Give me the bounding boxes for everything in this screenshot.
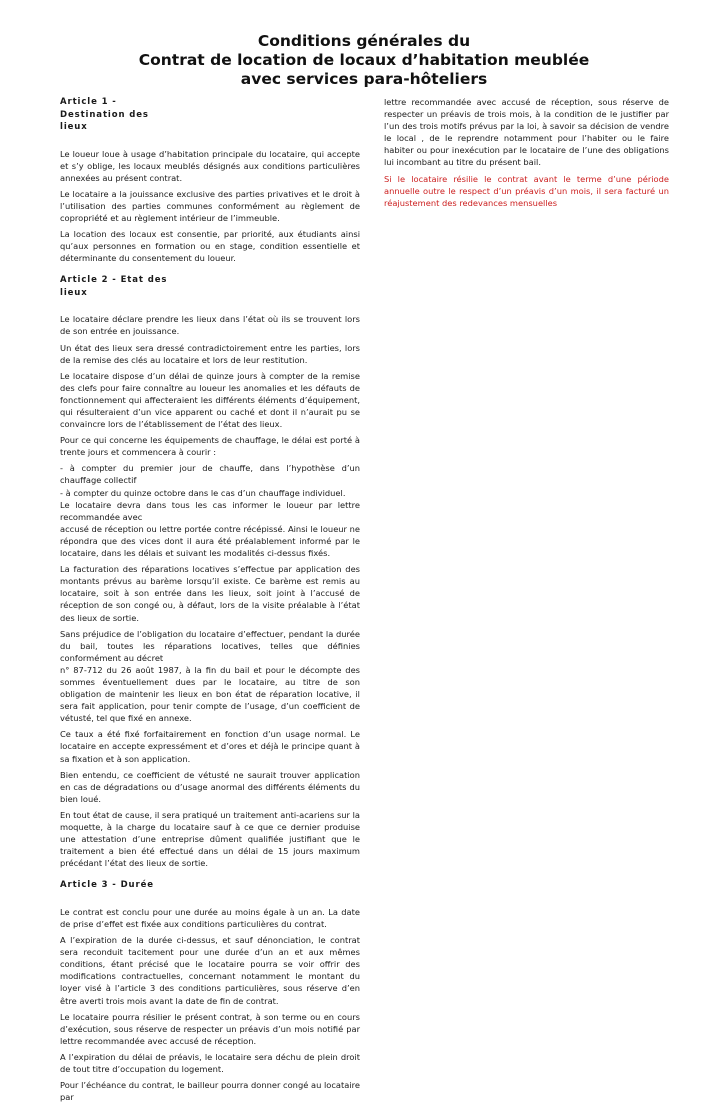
document-title [0, 32, 728, 89]
article-2-heading: Article 2 - Etat des lieux [60, 275, 168, 298]
paragraph: Ce taux a été fixé forfaitairement en fonction d’un usage normal. Le locataire en accepte expressément et d’ores et déjà le principe quant à sa fixation et à son application. [60, 729, 360, 764]
paragraph: Bien entendu, ce coefficient de vétusté ne saurait trouver application en cas de dégradations ou d’usage anormal des différents éléments du bien loué. [60, 769, 360, 804]
paragraph: Pour ce qui concerne les équipements de chauffage, le délai est porté à trente jours et commencera à courir : [60, 435, 360, 458]
paragraph: La location des locaux est consentie, par priorité, aux étudiants ainsi qu’aux personnes en formation ou en stage, condition essentielle et déterminante du consentement du loueur. [60, 229, 360, 264]
right-column-body [384, 96, 669, 169]
paragraph: Le locataire pourra résilier le présent contrat, à son terme ou en cours d’exécution, sous réserve de respecter un préavis d’un mois notifié par lettre recommandée avec accusé de réception. [60, 1011, 360, 1046]
left-column [60, 96, 360, 1107]
paragraph: Le locataire déclare prendre les lieux dans l’état où ils se trouvent lors de son entrée en jouissance. [60, 314, 360, 337]
article-1-heading: Article 1 - Destination des lieux [60, 97, 149, 132]
paragraph: Le locataire a la jouissance exclusive des parties privatives et le droit à l’utilisation des parties communes conformément au règlement de copropriété et au règlement intérieur de l’immeuble. [60, 188, 360, 223]
title-line-3: avec services para-hôteliers [240, 70, 488, 88]
red-paragraph: Si le locataire résilie le contrat avant le terme d’une période annuelle outre le respect d’un préavis d’un mois, il sera facturé un réajustement des redevances mensuelles [384, 173, 669, 208]
paragraph: Le contrat est conclu pour une durée au moins égale à un an. La date de prise d’effet est fixée aux conditions particulières du contrat. [60, 906, 360, 929]
paragraph: Sans préjudice de l’obligation du locataire d’effectuer, pendant la durée du bail, toutes les réparations locatives, telles que définies conformément au décret n° 87-712 du 26 août 1987, à la fin du bail et pour le décompte des sommes éventuellement dues par le locataire, au titre de son obligation de maintenir les lieux en bon état de réparation locative, il sera fait application, pour tenir compte de l’usage, d’un coefficient de vétusté, tel que fixé en annexe. [60, 628, 360, 724]
paragraph: - à compter du premier jour de chauffe, dans l’hypothèse d’un chauffage collectif - à compter du quinze octobre dans le cas d’un chauffage individuel. Le locataire devra dans tous les cas informer le loueur par lettre recommandée avec accusé de réception ou lettre portée contre récépissé. Ainsi le loueur ne répondra que des vices dont il aura été préalablement informé par le locataire, dans les délais et suivant les modalités ci-dessus fixés. [60, 463, 360, 559]
paragraph: Pour l’échéance du contrat, le bailleur pourra donner congé au locataire par [60, 1080, 360, 1103]
article-3-body [60, 906, 360, 1103]
paragraph: lettre recommandée avec accusé de réception, sous réserve de respecter un préavis de trois mois, à la condition de le justifier par l’un des trois motifs prévus par la loi, à savoir sa décision de vendre le local , de le reprendre notamment pour l’habiter ou le faire habiter ou pour inexécution par le locataire de l’une des obligations lui incombant au titre du présent bail. [384, 97, 669, 168]
article-3-heading: Article 3 - Durée [60, 880, 154, 891]
title-line-2: Contrat de location de locaux d’habitation meublée [138, 51, 590, 69]
paragraph: A l’expiration du délai de préavis, le locataire sera déchu de plein droit de tout titre d’occupation du logement. [60, 1051, 360, 1074]
paragraph: Le loueur loue à usage d’habitation principale du locataire, qui accepte et s’y oblige, les locaux meublés désignés aux conditions particulières annexées au présent contrat. [60, 148, 360, 183]
paragraph: A l’expiration de la durée ci-dessus, et sauf dénonciation, le contrat sera reconduit tacitement pour une durée d’un an et aux mêmes conditions, étant précisé que le locataire pourra se voir offrir des modifications contractuelles, concernant notamment le montant du loyer visé à l’article 3 des conditions particulières, sous réserve d’en être averti trois mois avant la date de fin de contrat. [60, 935, 360, 1006]
title-line-1: Conditions générales du [257, 32, 471, 50]
paragraph: La facturation des réparations locatives s’effectue par application des montants prévus au barème lorsqu’il existe. Ce barème est remis au locataire, soit à son entrée dans les lieux, soit joint à l’accusé de réception de son congé ou, à défaut, lors de la visite préalable à l’état des lieux de sortie. [60, 564, 360, 623]
article-1-body [60, 148, 360, 265]
article-2-body [60, 313, 360, 869]
paragraph: Un état des lieux sera dressé contradictoirement entre les parties, lors de la remise des clés au locataire et lors de leur restitution. [60, 342, 360, 365]
right-column [384, 96, 669, 213]
paragraph: Le locataire dispose d’un délai de quinze jours à compter de la remise des clefs pour faire connaître au loueur les anomalies et les défauts de fonctionnement qui affecteraient les différents éléments d’équipement, qui résulteraient d’un vice apparent ou caché et dont il n’aurait pu se convaincre lors de l’établissement de l’état des lieux. [60, 370, 360, 430]
paragraph: En tout état de cause, il sera pratiqué un traitement anti-acariens sur la moquette, à la charge du locataire sauf à ce que ce dernier produise une attestation d’une entreprise dûment qualifiée justifiant que le traitement a bien été effectué dans un délai de 15 jours maximum précédant l’état des lieux de sortie. [60, 809, 360, 869]
